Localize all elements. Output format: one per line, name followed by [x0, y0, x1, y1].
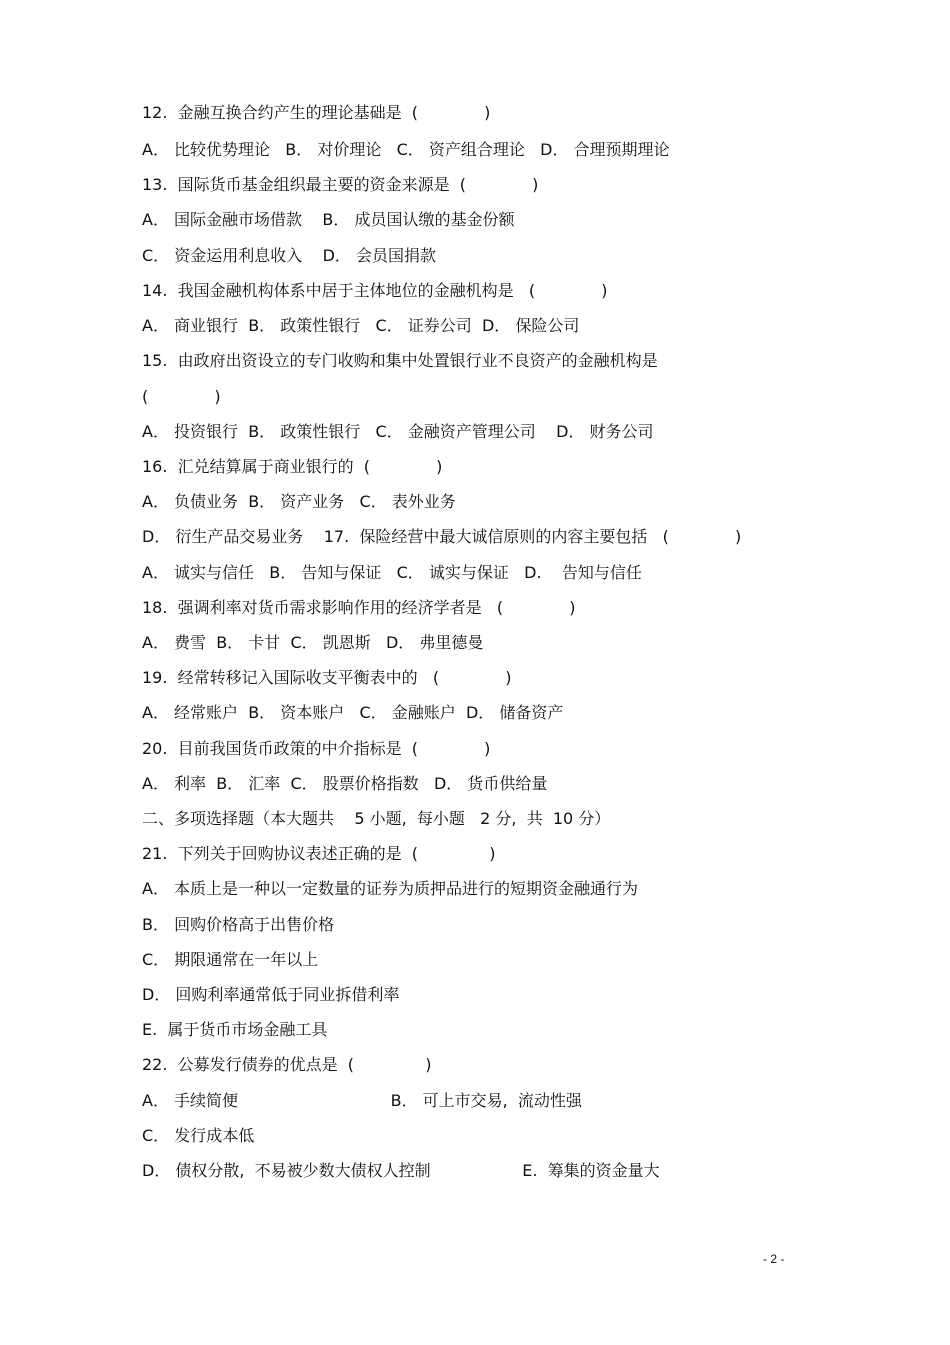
option-22-c: C． 发行成本低 [142, 1126, 255, 1145]
question-16: 16. 汇兑结算属于商业银行的 ( ) [142, 457, 443, 476]
question-20: 20. 目前我国货币政策的中介指标是 ( ) [142, 739, 491, 758]
question-22: 22. 公募发行债券的优点是 ( ) [142, 1055, 432, 1074]
question-13: 13. 国际货币基金组织最主要的资金来源是 ( ) [142, 175, 539, 194]
option-21-c: C． 期限通常在一年以上 [142, 950, 319, 969]
options-13-ab: A． 国际金融市场借款 B． 成员国认缴的基金份额 [142, 210, 515, 229]
options-19: A． 经常账户 B． 资本账户 C． 金融账户 D． 储备资产 [142, 703, 564, 722]
options-16-d-question-17: D． 衍生产品交易业务 17. 保险经营中最大诚信原则的内容主要包括 ( ) [142, 527, 742, 546]
question-21: 21. 下列关于回购协议表述正确的是 ( ) [142, 844, 496, 863]
question-12: 12. 金融互换合约产生的理论基础是 ( ) [142, 103, 491, 122]
option-21-d: D． 回购利率通常低于同业拆借利率 [142, 985, 400, 1004]
options-22-ab: A． 手续简便 B． 可上市交易, 流动性强 [142, 1091, 582, 1110]
options-22-de: D． 债权分散, 不易被少数大债权人控制 E. 筹集的资金量大 [142, 1161, 660, 1180]
options-16-abc: A． 负债业务 B． 资产业务 C． 表外业务 [142, 492, 456, 511]
option-21-a: A． 本质上是一种以一定数量的证券为质押品进行的短期资金融通行为 [142, 879, 639, 898]
options-14: A． 商业银行 B． 政策性银行 C． 证券公司 D． 保险公司 [142, 316, 580, 335]
question-15: 15. 由政府出资设立的专门收购和集中处置银行业不良资产的金融机构是 [142, 351, 658, 370]
option-21-e: E. 属于货币市场金融工具 [142, 1020, 328, 1039]
question-14: 14. 我国金融机构体系中居于主体地位的金融机构是 ( ) [142, 281, 608, 300]
options-20: A． 利率 B． 汇率 C． 股票价格指数 D． 货币供给量 [142, 774, 548, 793]
options-15: A． 投资银行 B． 政策性银行 C． 金融资产管理公司 D． 财务公司 [142, 422, 654, 441]
option-21-b: B． 回购价格高于出售价格 [142, 915, 335, 934]
options-17: A． 诚实与信任 B． 告知与保证 C． 诚实与保证 D. 告知与信任 [142, 563, 642, 582]
question-18: 18. 强调利率对货币需求影响作用的经济学者是 ( ) [142, 598, 576, 617]
question-19: 19. 经常转移记入国际收支平衡表中的 ( ) [142, 668, 512, 687]
options-12: A． 比较优势理论 B． 对价理论 C． 资产组合理论 D． 合理预期理论 [142, 140, 670, 159]
section-heading-multiple-choice: 二、多项选择题（本大题共 5 小题, 每小题 2 分, 共 10 分） [142, 809, 611, 828]
question-15-blank: ( ) [142, 387, 221, 406]
page-number: - 2 - [763, 1252, 785, 1266]
options-18: A． 费雪 B． 卡甘 C． 凯恩斯 D． 弗里德曼 [142, 633, 484, 652]
options-13-cd: C． 资金运用利息收入 D． 会员国捐款 [142, 246, 437, 265]
